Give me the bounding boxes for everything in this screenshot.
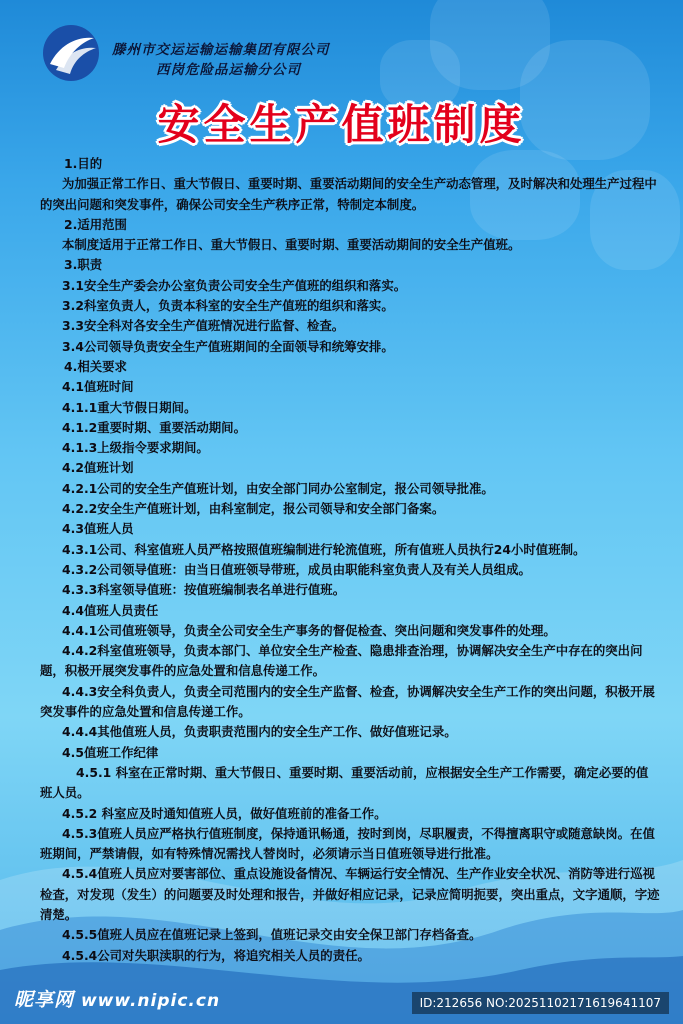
body-paragraph: 4.1.3上级指令要求期间。 bbox=[62, 440, 209, 456]
body-paragraph: 4.2值班计划 bbox=[62, 460, 134, 476]
body-paragraph: 4.2.1公司的安全生产值班计划，由安全部门同办公室制定，报公司领导批准。 bbox=[62, 480, 494, 496]
body-paragraph: 4.5.2 科室应及时通知值班人员，做好值班前的准备工作。 bbox=[62, 805, 387, 821]
body-paragraph: 4.2.2安全生产值班计划，由科室制定，报公司领导和安全部门备案。 bbox=[62, 501, 445, 517]
section-heading: 1.目的 bbox=[64, 156, 103, 171]
page-title: 安全生产值班制度 bbox=[157, 100, 526, 149]
body-paragraph: 4.5.4值班人员应对要害部位、重点设施设备情况、车辆运行安全情况、生产作业安全状况、消防等进行巡视检查，对发现（发生）的问题要及时处理和报告，并做好相应记录，记录应简明扼要，突出重点，文字通顺，字迹清楚。 bbox=[40, 866, 660, 922]
company-name-line1: 滕州市交运运输运输集团有限公司 bbox=[112, 42, 330, 58]
body-paragraph: 3.1安全生产委会办公室负责公司安全生产值班的组织和落实。 bbox=[62, 277, 407, 293]
site-watermark-url: www.nipic.cn bbox=[80, 991, 221, 1011]
body-paragraph: 4.1值班时间 bbox=[62, 379, 134, 395]
section-heading: 4.相关要求 bbox=[64, 358, 127, 374]
body-paragraph: 4.5.5值班人员应在值班记录上签到，值班记录交由安全保卫部门存档备查。 bbox=[62, 927, 482, 943]
company-name-line2: 西岗危险品运输分公司 bbox=[156, 62, 301, 78]
body-paragraph: 4.5值班工作纪律 bbox=[62, 744, 159, 760]
body-paragraph: 本制度适用于正常工作日、重大节假日、重要时期、重要活动期间的安全生产值班。 bbox=[62, 237, 521, 253]
site-watermark bbox=[14, 985, 220, 1012]
body-paragraph: 4.5.3值班人员应严格执行值班制度，保持通讯畅通，按时到岗，尽职履责，不得擅离职守或随意缺岗。在值班期间，严禁请假，如有特殊情况需找人替岗时，必须请示当日值班领导进行批准。 bbox=[40, 825, 655, 862]
body-paragraph: 3.2科室负责人，负责本科室的安全生产值班的组织和落实。 bbox=[62, 298, 394, 314]
section-heading: 3.职责 bbox=[64, 257, 103, 273]
company-name bbox=[112, 40, 330, 80]
regulation-body bbox=[40, 154, 660, 966]
body-paragraph: 3.4公司领导负责安全生产值班期间的全面领导和统筹安排。 bbox=[62, 338, 394, 354]
image-id-label: ID:212656 NO:20251102171619641107 bbox=[412, 992, 669, 1014]
body-paragraph: 4.4.4其他值班人员，负责职责范围内的安全生产工作、做好值班记录。 bbox=[62, 724, 457, 740]
body-paragraph: 4.1.2重要时期、重要活动期间。 bbox=[62, 419, 246, 435]
body-paragraph: 4.5.4公司对失职渎职的行为，将追究相关人员的责任。 bbox=[62, 947, 370, 963]
body-paragraph: 为加强正常工作日、重大节假日、重要时期、重要活动期间的安全生产动态管理，及时解决和处理生产过程中的突出问题和突发事件，确保公司安全生产秩序正常，特制定本制度。 bbox=[40, 176, 657, 212]
body-paragraph: 4.5.1 科室在正常时期、重大节假日、重要时期、重要活动前，应根据安全生产工作需要，确定必要的值班人员。 bbox=[40, 764, 649, 801]
body-paragraph: 4.4.1公司值班领导，负责全公司安全生产事务的督促检查、突出问题和突发事件的处理。 bbox=[62, 622, 556, 638]
section-heading: 2.适用范围 bbox=[64, 216, 127, 232]
body-paragraph: 4.1.1重大节假日期间。 bbox=[62, 399, 197, 415]
company-logo bbox=[42, 24, 100, 82]
body-paragraph: 3.3安全科对各安全生产值班情况进行监督、检查。 bbox=[62, 318, 345, 334]
body-paragraph: 4.4.2科室值班领导，负责本部门、单位安全生产检查、隐患排查治理，协调解决安全生产中存在的突出问题，积极开展突发事件的应急处置和信息传递工作。 bbox=[40, 643, 643, 679]
body-paragraph: 4.4.3安全科负责人，负责全司范围内的安全生产监督、检查，协调解决安全生产工作的突出问题，积极开展突发事件的应急处置和信息传递工作。 bbox=[40, 683, 655, 720]
body-paragraph: 4.3.3科室领导值班：按值班编制表名单进行值班。 bbox=[62, 582, 346, 598]
body-paragraph: 4.3.2公司领导值班：由当日值班领导带班，成员由职能科室负责人及有关人员组成。 bbox=[62, 561, 531, 577]
body-paragraph: 4.4值班人员责任 bbox=[62, 602, 159, 618]
body-paragraph: 4.3值班人员 bbox=[62, 521, 134, 537]
site-watermark-name: 昵享网 bbox=[14, 989, 75, 1011]
body-paragraph: 4.3.1公司、科室值班人员严格按照值班编制进行轮流值班，所有值班人员执行24小时值班制。 bbox=[62, 541, 586, 557]
